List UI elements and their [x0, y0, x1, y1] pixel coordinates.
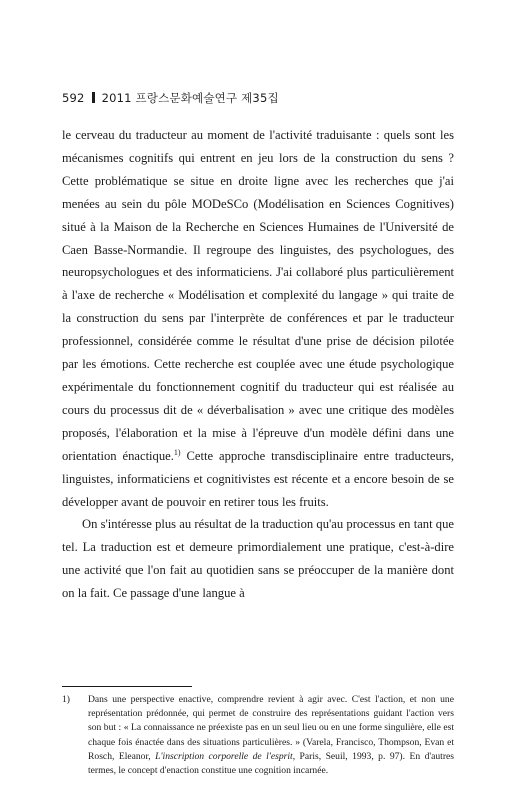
- footnote-book-title: L'inscription corporelle de l'esprit: [155, 750, 293, 762]
- paragraph-2: On s'intéresse plus au résultat de la traduction qu'au processus en tant que tel. La traduction est et demeure primordialement une pratique, c'est-à-dire une activité que l'on fait au quotidien sans se préoccuper de la manière dont on la fait. Ce passage d'une langue à: [62, 517, 454, 601]
- footnote: [62, 693, 454, 778]
- footnote-text-b: , Paris, Seuil, 1993, p. 97). En d'autres termes, le concept d'enaction constitue une cognition incarnée.: [88, 750, 455, 777]
- paragraph-1: [62, 124, 454, 513]
- paragraph-1-text-b: Cette approche transdisciplinaire entre traducteurs, linguistes, informaticiens et cognitivistes est récente et a encore besoin de se développer avant de pouvoir en retirer tous les fruits.: [62, 448, 454, 509]
- footnote-number: 1): [62, 694, 70, 705]
- page-number: 592: [62, 91, 85, 105]
- footnote-divider: [62, 686, 192, 687]
- running-header: [62, 90, 279, 106]
- journal-title: 2011 프랑스문화예술연구 제35집: [101, 91, 279, 105]
- paragraph-1-text-a: le cerveau du traducteur au moment de l'activité traduisante : quels sont les mécanismes cognitifs qui entrent en jeu lors de la construction du sens ? Cette problématique se situe en droite ligne avec les recherches que j'ai menées au sein du pôle MODeSCo (Modélisation en Sciences Cognitives) situé à la Maison de la Recherche en Sciences Humaines de l'Université de Caen Basse-Normandie. Il regroupe des linguistes, des psychologues, des neuropsychologues et des informaticiens. J'ai collaboré plus particulièrement à l'axe de recherche « Modélisation et complexité du langage » qui traite de la construction du sens par l'interprète de conférences et par le traducteur professionnel, considérée comme le résultat d'une prise de décision pilotée par les émotions. Cette recherche est couplée avec une étude psychologique expérimentale du fonctionnement cognitif du traducteur qui est réalisée au cours du processus dit de « déverbalisation » avec une critique des modèles proposés, l'élaboration et la mise à l'épreuve d'un modèle défini dans une orientation énactique.: [62, 128, 454, 463]
- footnote-text: [88, 693, 454, 778]
- footnote-reference: 1): [173, 447, 181, 457]
- main-text: [62, 124, 454, 605]
- header-separator: [92, 92, 95, 103]
- footnote-text-a: Dans une perspective enactive, comprendre revient à agir avec. C'est l'action, et non une représentation prédonnée, qui permet de construire des représentations guidant l'action vers son but : « La connaissance ne préexiste pas en un seul lieu ou en une forme singulière, elle est chaque fois énactée dans des situations particulières. » (Varela, Francisco, Thompson, Evan et Rosch, Eleanor,: [88, 694, 454, 762]
